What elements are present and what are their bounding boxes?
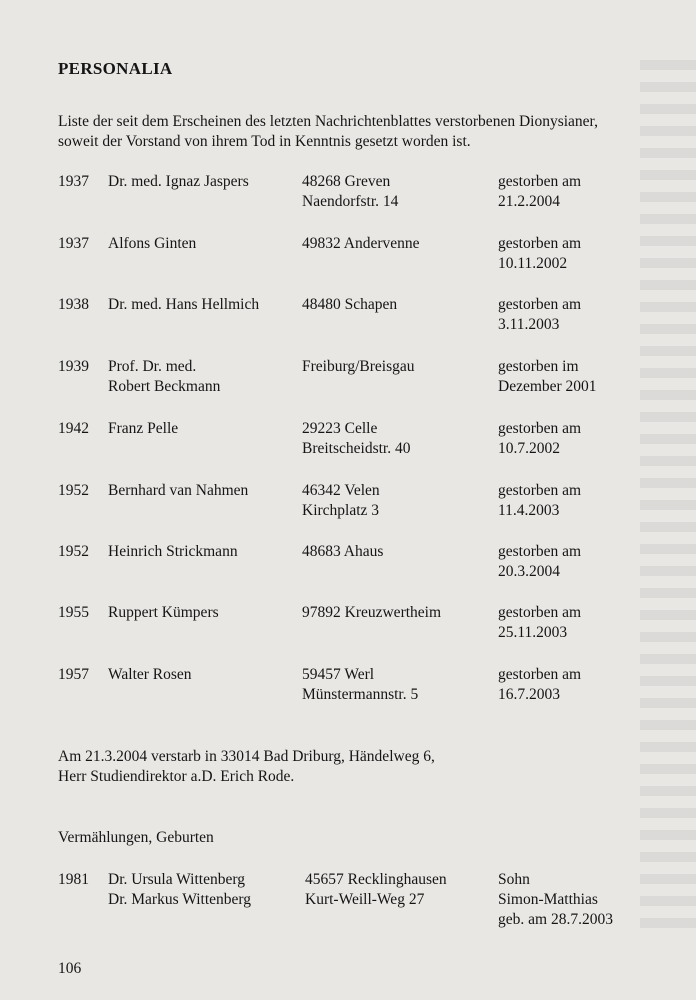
section-heading-marriages-births: Vermählungen, Geburten — [58, 829, 214, 846]
marriage-address: 45657 Recklinghausen Kurt-Weill-Weg 27 — [305, 871, 447, 908]
entry-name: Prof. Dr. med. Robert Beckmann — [108, 358, 221, 395]
obituary-entry — [58, 542, 638, 586]
entry-death: gestorben am 3.11.2003 — [498, 296, 582, 333]
entry-year: 1952 — [58, 482, 89, 499]
entry-death: gestorben am 25.11.2003 — [498, 604, 582, 641]
entry-name: Ruppert Kümpers — [108, 604, 219, 621]
page-number: 106 — [58, 960, 82, 977]
entry-year: 1937 — [58, 173, 89, 190]
entry-death: gestorben am 21.2.2004 — [498, 173, 582, 210]
entry-address: 97892 Kreuzwertheim — [302, 604, 442, 621]
entry-address: 46342 Velen Kirchplatz 3 — [302, 482, 380, 519]
obituary-entry — [58, 603, 638, 647]
obituary-entry — [58, 357, 638, 401]
entry-name: Franz Pelle — [108, 420, 179, 437]
obituary-entry — [58, 295, 638, 339]
entry-year: 1952 — [58, 543, 89, 560]
birth-info: Sohn Simon-Matthias geb. am 28.7.2003 — [498, 871, 613, 928]
death-notice-paragraph: Am 21.3.2004 verstarb in 33014 Bad Driburg, Händelweg 6, Herr Studiendirektor a.D. Erich Rode. — [58, 748, 435, 785]
entry-address: 49832 Andervenne — [302, 235, 420, 252]
marriage-year: 1981 — [58, 871, 89, 888]
entry-death: gestorben am 16.7.2003 — [498, 666, 582, 703]
obituary-entry — [58, 419, 638, 463]
entry-year: 1957 — [58, 666, 89, 683]
entry-death: gestorben am 20.3.2004 — [498, 543, 582, 580]
entry-name: Walter Rosen — [108, 666, 192, 683]
entry-name: Alfons Ginten — [108, 235, 197, 252]
obituary-entry — [58, 665, 638, 709]
obituary-entry — [58, 481, 638, 525]
entry-address: 48480 Schapen — [302, 296, 398, 313]
entry-year: 1937 — [58, 235, 89, 252]
obituary-entry — [58, 172, 638, 216]
show-through-text-shadow — [640, 60, 696, 940]
intro-paragraph: Liste der seit dem Erscheinen des letzten Nachrichtenblattes verstorbenen Dionysianer, soweit der Vorstand von ihrem Tod in Kenntnis gesetzt worden ist. — [58, 113, 598, 150]
obituary-entry — [58, 234, 638, 278]
entry-year: 1938 — [58, 296, 89, 313]
entry-year: 1942 — [58, 420, 89, 437]
entry-address: 59457 Werl Münstermannstr. 5 — [302, 666, 419, 703]
entry-death: gestorben am 10.7.2002 — [498, 420, 582, 457]
entry-address: 29223 Celle Breitscheidstr. 40 — [302, 420, 411, 457]
entry-address: Freiburg/Breisgau — [302, 358, 415, 375]
entry-year: 1939 — [58, 358, 89, 375]
page-title: PERSONALIA — [58, 59, 173, 78]
entry-name: Bernhard van Nahmen — [108, 482, 249, 499]
entry-death: gestorben am 10.11.2002 — [498, 235, 582, 272]
marriage-names: Dr. Ursula Wittenberg Dr. Markus Wittenberg — [108, 871, 252, 908]
entry-name: Dr. med. Hans Hellmich — [108, 296, 260, 313]
entry-name: Heinrich Strickmann — [108, 543, 238, 560]
entry-death: gestorben am 11.4.2003 — [498, 482, 582, 519]
entry-address: 48683 Ahaus — [302, 543, 384, 560]
entry-name: Dr. med. Ignaz Jaspers — [108, 173, 249, 190]
entry-death: gestorben im Dezember 2001 — [498, 358, 597, 395]
entry-year: 1955 — [58, 604, 89, 621]
entry-address: 48268 Greven Naendorfstr. 14 — [302, 173, 399, 210]
